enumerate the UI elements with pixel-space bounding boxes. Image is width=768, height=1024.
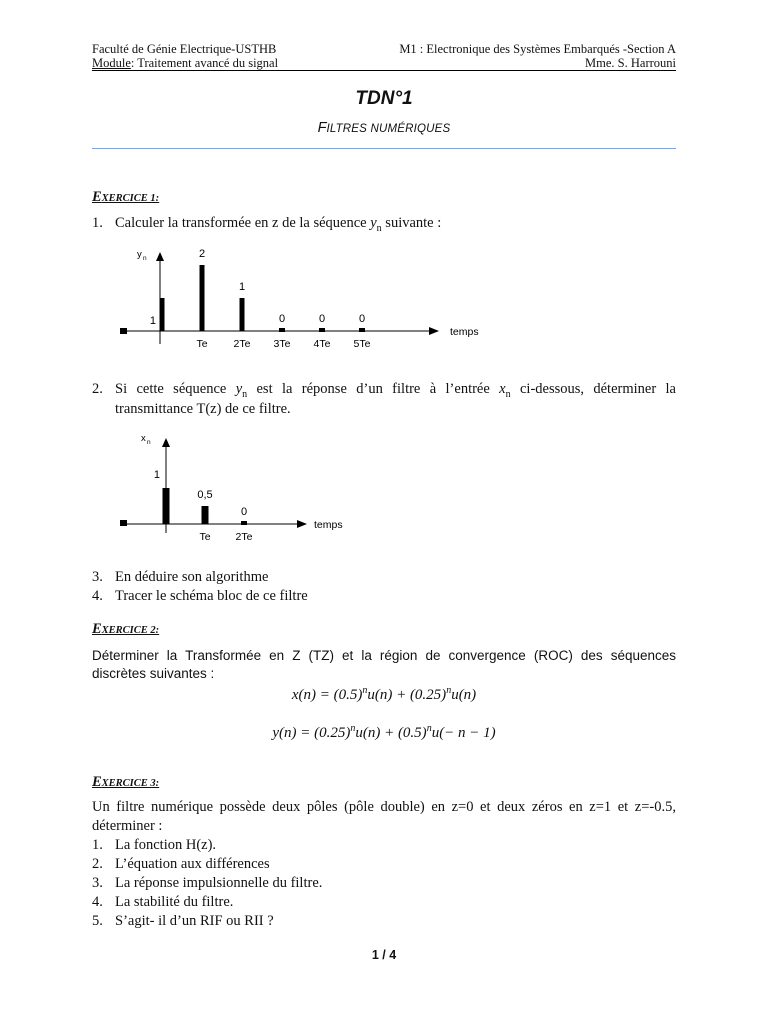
page-subtitle bbox=[0, 120, 768, 136]
ex1-q2-var-x: x bbox=[499, 381, 506, 397]
exercise-3-heading bbox=[92, 774, 159, 791]
chart-yn-value-label-1: 1 bbox=[149, 315, 156, 327]
exercise-2-heading bbox=[92, 621, 159, 638]
chart-yn-value-label-3: 1 bbox=[238, 281, 246, 293]
eq-x-part-a: x(n) = (0.5) bbox=[291, 687, 363, 703]
eq-y-exponent-2: n bbox=[426, 723, 432, 734]
chart-yn-tick-label-1: Te bbox=[196, 338, 208, 350]
ex3-item-2-number: 2. bbox=[92, 856, 103, 872]
exercise-3-heading-initial: E bbox=[92, 774, 102, 790]
chart-yn-tick-label-5: 5Te bbox=[353, 338, 371, 350]
chart-yn-zero-marker-5 bbox=[319, 328, 325, 332]
ex3-item-4-number: 4. bbox=[92, 894, 103, 910]
eq-y-part-c: u(− n − 1) bbox=[431, 725, 496, 741]
ex2-line2: discrètes suivantes : bbox=[92, 666, 215, 681]
ex3-item-3-number: 3. bbox=[92, 875, 103, 891]
ex1-q4-number: 4. bbox=[92, 588, 103, 604]
ex2-line1: Déterminer la Transformée en Z (TZ) et la région de convergence (ROC) des séquences bbox=[92, 648, 676, 663]
ex2-equation-x bbox=[0, 685, 768, 704]
ex1-q2-text-a: Si cette séquence bbox=[115, 381, 236, 397]
ex1-q2-number: 2. bbox=[92, 381, 103, 397]
page-title: TDN°1 bbox=[355, 88, 413, 109]
ex3-item-5-text: S’agit- il d’un RIF ou RII ? bbox=[115, 913, 274, 929]
chart-yn-tick-label-2: 2Te bbox=[233, 338, 251, 350]
ex1-q4-text: Tracer le schéma bloc de ce filtre bbox=[115, 588, 308, 604]
chart-xn-bar-2 bbox=[202, 506, 209, 524]
chart-xn-value-label-2: 0,5 bbox=[197, 489, 213, 501]
ex1-q1-var-sub: n bbox=[376, 222, 382, 234]
chart-yn-value-label-6: 0 bbox=[358, 313, 366, 325]
chart-yn-ylabel-text: y bbox=[137, 249, 142, 260]
exercise-1-heading bbox=[92, 189, 159, 206]
ex1-q3-text: En déduire son algorithme bbox=[115, 569, 269, 585]
header-module-name: : Traitement avancé du signal bbox=[130, 56, 279, 70]
subtitle-rest: ILTRES NUMÉRIQUES bbox=[326, 123, 451, 135]
eq-y-exponent-1: n bbox=[350, 723, 356, 734]
ex1-q2-var-x-sub: n bbox=[505, 388, 511, 400]
ex3-item-1-text: La fonction H(z). bbox=[115, 837, 217, 853]
ex3-line1: Un filtre numérique possède deux pôles (pôle double) en z=0 et deux zéros en z=1 et z=-0.5, bbox=[92, 799, 676, 815]
chart-xn-ylabel-sub: n bbox=[147, 439, 151, 446]
header-course: M1 : Electronique des Systèmes Embarqués -Section A bbox=[399, 42, 676, 56]
page-number: 1 / 4 bbox=[371, 948, 397, 962]
chart-yn-tick-label-4: 4Te bbox=[313, 338, 331, 350]
chart-xn-zero-marker-3 bbox=[241, 521, 247, 525]
exercise-1-heading-rest: XERCICE 1: bbox=[101, 193, 160, 204]
chart-xn-value-label-1: 1 bbox=[153, 469, 160, 481]
ex1-q2-var-y-sub: n bbox=[242, 388, 248, 400]
ex3-item-1-number: 1. bbox=[92, 837, 103, 853]
chart-yn-zero-marker-4 bbox=[279, 328, 285, 332]
chart-yn-ylabel-sub: n bbox=[143, 255, 147, 262]
ex3-item-2-text: L’équation aux différences bbox=[115, 856, 270, 872]
chart-xn-tick-label-2: 2Te bbox=[235, 531, 253, 543]
header-module bbox=[92, 56, 278, 70]
chart-yn-zero-marker-6 bbox=[359, 328, 365, 332]
chart-yn-xlabel: temps bbox=[450, 326, 479, 338]
header-institution: Faculté de Génie Electrique-USTHB bbox=[92, 42, 277, 56]
chart-yn-origin-marker bbox=[120, 328, 127, 334]
ex3-line2: déterminer : bbox=[92, 818, 163, 834]
ex1-q2-text-c: ci-dessous, déterminer la bbox=[510, 381, 676, 397]
eq-x-part-b: u(n) + (0.25) bbox=[367, 687, 447, 703]
chart-xn-xlabel: temps bbox=[314, 519, 343, 531]
chart-xn-value-label-3: 0 bbox=[240, 506, 248, 518]
chart-xn bbox=[110, 430, 370, 550]
chart-xn-tick-label-1: Te bbox=[199, 531, 211, 543]
chart-yn-bar-2 bbox=[200, 265, 205, 331]
eq-x-exponent-1: n bbox=[362, 685, 368, 696]
chart-xn-bar-1 bbox=[163, 488, 170, 524]
chart-yn-value-label-4: 0 bbox=[278, 313, 286, 325]
header-rule bbox=[92, 70, 676, 71]
ex1-q1-var: y bbox=[370, 215, 377, 231]
eq-y-part-a: y(n) = (0.25) bbox=[272, 725, 351, 741]
chart-yn-bar-3 bbox=[240, 298, 245, 331]
ex1-q3-number: 3. bbox=[92, 569, 103, 585]
chart-yn-bar-1 bbox=[160, 298, 165, 331]
eq-x-part-c: u(n) bbox=[451, 687, 477, 703]
ex1-q2-line2: transmittance T(z) de ce filtre. bbox=[115, 401, 291, 417]
ex1-q1-text-b: suivante : bbox=[381, 215, 442, 231]
exercise-2-heading-initial: E bbox=[92, 621, 102, 637]
eq-y-part-b: u(n) + (0.5) bbox=[355, 725, 427, 741]
eq-x-exponent-2: n bbox=[446, 685, 452, 696]
exercise-1-heading-initial: E bbox=[92, 189, 102, 205]
exercise-2-heading-rest: XERCICE 2: bbox=[101, 625, 160, 636]
ex1-q1-text-a: Calculer la transformée en z de la séquence bbox=[115, 215, 371, 231]
chart-xn-origin-marker bbox=[120, 520, 127, 526]
exercise-3-heading-rest: XERCICE 3: bbox=[101, 778, 160, 789]
subtitle-initial: F bbox=[317, 120, 327, 136]
header-teacher: Mme. S. Harrouni bbox=[585, 56, 676, 70]
ex3-item-5-number: 5. bbox=[92, 913, 103, 929]
ex3-item-4-text: La stabilité du filtre. bbox=[115, 894, 234, 910]
header-module-label: Module bbox=[92, 56, 131, 70]
chart-yn-tick-label-3: 3Te bbox=[273, 338, 291, 350]
chart-yn-value-label-5: 0 bbox=[318, 313, 326, 325]
title-rule bbox=[92, 148, 676, 149]
chart-yn-value-label-2: 2 bbox=[198, 248, 206, 260]
chart-yn bbox=[110, 240, 550, 358]
ex1-q1-text bbox=[115, 214, 441, 238]
chart-xn-ylabel-text: x bbox=[141, 433, 146, 444]
ex2-equation-y bbox=[0, 723, 768, 742]
ex1-q2-var-y: y bbox=[235, 381, 243, 397]
ex3-item-3-text: La réponse impulsionnelle du filtre. bbox=[115, 875, 323, 891]
ex1-q1-number: 1. bbox=[92, 215, 103, 231]
ex1-q2-text-b: est la réponse d’un filtre à l’entrée bbox=[247, 381, 500, 397]
